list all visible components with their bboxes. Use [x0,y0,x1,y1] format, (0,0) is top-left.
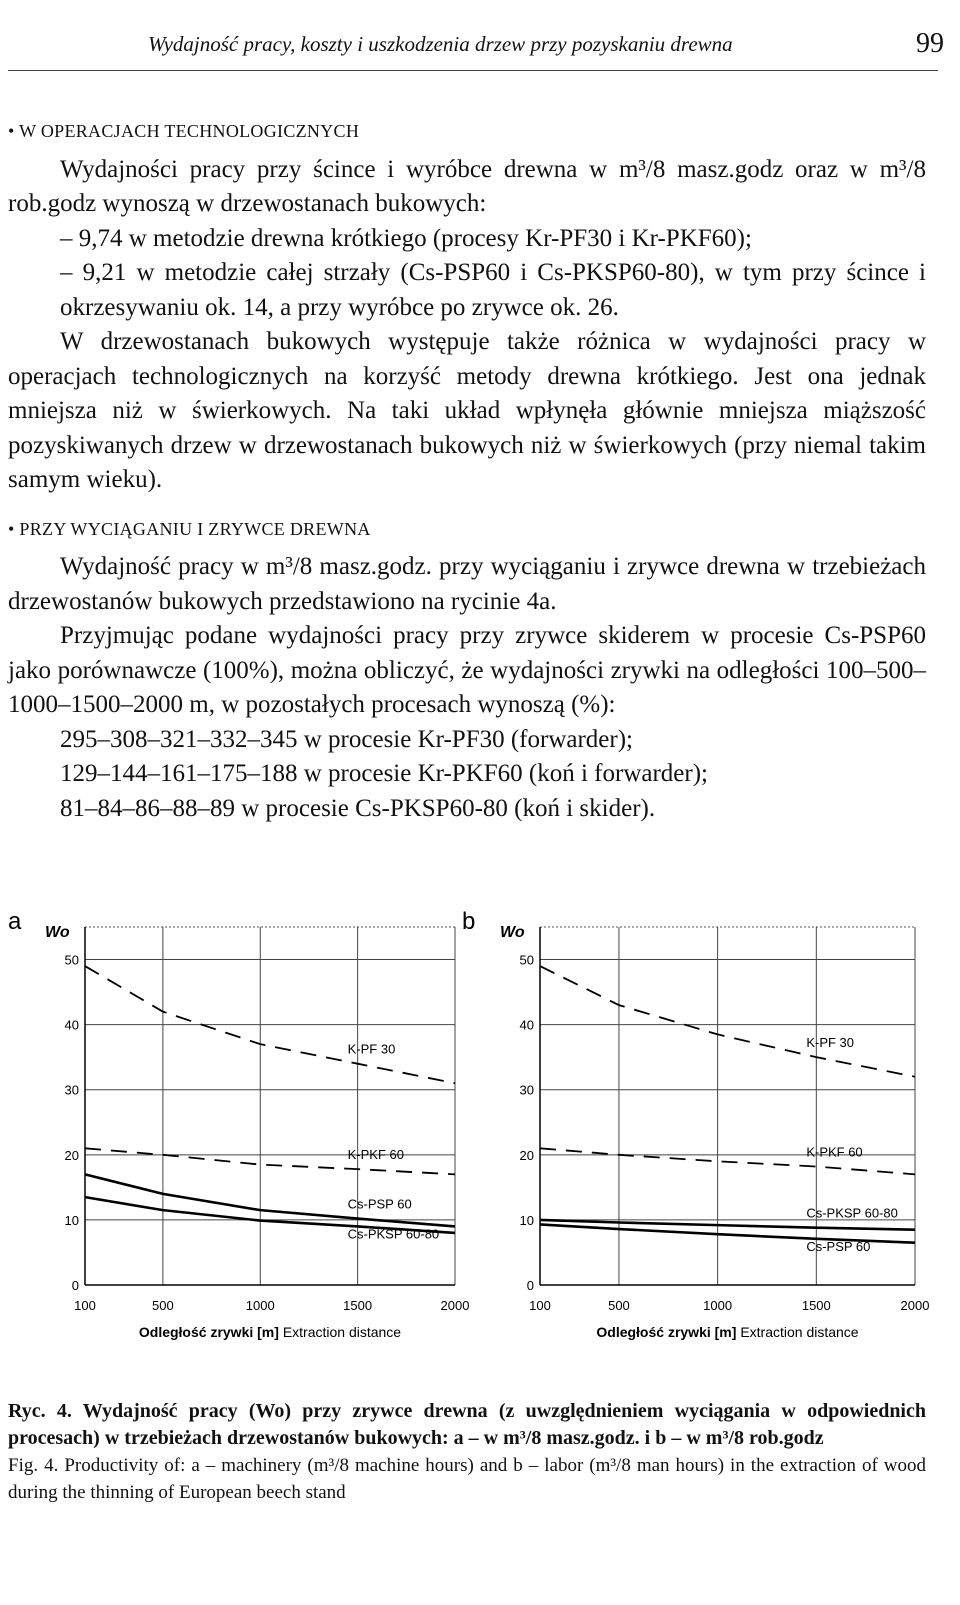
series-label: Cs-PSP 60 [347,1196,412,1212]
panel-label: b [462,908,476,935]
x-tick-label: 500 [152,1298,174,1313]
page-header [8,28,944,72]
x-tick-label: 500 [608,1298,630,1313]
paragraph-2: W drzewostanach bukowych występuje także różnica w wydajności pracy w operacjach technologicznych na korzyść metody drewna krótkiego. Jest ona jednak mniejsza niż w świerkowych. Na taki układ wpłynęła głównie mniejsza miąższość pozyskiwanych drzew w drzewostanach bukowych niż w świerkowych (przy niemal takim samym wieku). [8,328,926,493]
x-axis-label [596,1324,858,1340]
paragraph-3: Wydajność pracy w m³/8 masz.godz. przy wyciąganiu i zrywce drewna w trzebieżach drzewostanów bukowych przedstawiono na rycinie 4a. [8,553,926,615]
y-tick-label: 20 [64,1147,79,1163]
paragraph-1: Wydajności pracy przy ścince i wyróbce drewna w m³/8 masz.godz oraz w m³/8 rob.godz wynoszą w drzewostanach bukowych: [8,155,926,217]
x-tick-label: 1500 [343,1298,373,1313]
y-tick-label: 10 [64,1212,79,1228]
series-label: Cs-PSP 60 [806,1238,871,1254]
list-item-4: 129–144–161–175–188 w procesie Kr-PKF60 (koń i forwarder); [60,760,708,787]
body-text [8,112,926,826]
page-number: 99 [916,28,944,59]
panel-label: a [8,908,22,935]
section-heading-extraction: • PRZY WYCIĄGANIU I ZRYWCE DREWNA [8,518,371,539]
y-tick-label: 40 [64,1017,79,1033]
y-axis-label: Wo [45,924,70,941]
y-tick-label: 10 [519,1212,534,1228]
running-title: Wydajność pracy, koszty i uszkodzenia drzew przy pozyskaniu drewna [148,32,733,56]
x-tick-label: 1500 [801,1298,831,1313]
x-axis-label-en: Extraction distance [282,1324,402,1340]
x-tick-label: 2000 [900,1298,930,1313]
x-axis-label-pl: Odległość zrywki [m] [596,1324,741,1340]
x-tick-label: 2000 [440,1298,470,1313]
x-tick-label: 100 [529,1298,551,1313]
y-tick-label: 0 [526,1278,534,1293]
figure-4 [0,905,960,1365]
y-tick-label: 20 [519,1147,534,1163]
x-axis-label-pl: Odległość zrywki [m] [138,1324,283,1340]
caption-english: Fig. 4. Productivity of: a – machinery (m³/8 machine hours) and b – labor (m³/8 man hours) in the extraction of wood during the thinning of European beech stand [8,1455,926,1503]
y-tick-label: 30 [64,1082,79,1098]
y-tick-label: 30 [519,1082,534,1098]
x-axis-label [139,1324,401,1340]
section-heading-operations: • W OPERACJACH TECHNOLOGICZNYCH [8,121,360,141]
caption-polish: Ryc. 4. Wydajność pracy (Wo) przy zrywce drewna (z uwzględnieniem wyciągania w odpowiednich procesach) w trzebieżach drzewostanów bukowych: a – w m³/8 masz.godz. i b – w m³/8 rob.godz [8,1400,926,1449]
list-item-5: 81–84–86–88–89 w procesie Cs-PKSP60-80 (koń i skider). [60,794,656,822]
series-line [540,966,915,1077]
series-label: K-PF 30 [347,1041,396,1057]
header-rule [8,70,938,71]
list-item-1: – 9,74 w metodzie drewna krótkiego (procesy Kr-PF30 i Kr-PKF60); [60,224,752,252]
x-tick-label: 1000 [245,1298,275,1313]
y-tick-label: 50 [64,952,79,968]
list-item-3: 295–308–321–332–345 w procesie Kr-PF30 (forwarder); [60,725,633,753]
series-label: K-PKF 60 [347,1147,404,1163]
series-label: K-PKF 60 [806,1144,863,1160]
y-tick-label: 40 [519,1017,534,1033]
figure-4-charts [0,905,960,1365]
list-item-2: – 9,21 w metodzie całej strzały (Cs-PSP60 i Cs-PKSP60-80), w tym przy ścince i okrzesywaniu ok. 14, a przy wyróbce po zrywce ok. 26. [60,259,926,321]
y-axis-label: Wo [500,924,525,941]
series-label: K-PF 30 [806,1035,855,1051]
y-tick-label: 0 [71,1278,79,1293]
x-tick-label: 1000 [703,1298,733,1313]
y-tick-label: 50 [519,952,534,968]
x-tick-label: 100 [74,1298,96,1313]
series-label: Cs-PKSP 60-80 [347,1226,440,1242]
figure-caption [8,1398,926,1506]
paragraph-4: Przyjmując podane wydajności pracy przy zrywce skiderem w procesie Cs-PSP60 jako porównawcze (100%), można obliczyć, że wydajności zrywki na odległości 100–500–1000–1500–2000 m, w pozostałych procesach wynoszą (%): [8,622,926,718]
series-label: Cs-PKSP 60-80 [806,1205,898,1221]
x-axis-label-en: Extraction distance [740,1324,859,1340]
